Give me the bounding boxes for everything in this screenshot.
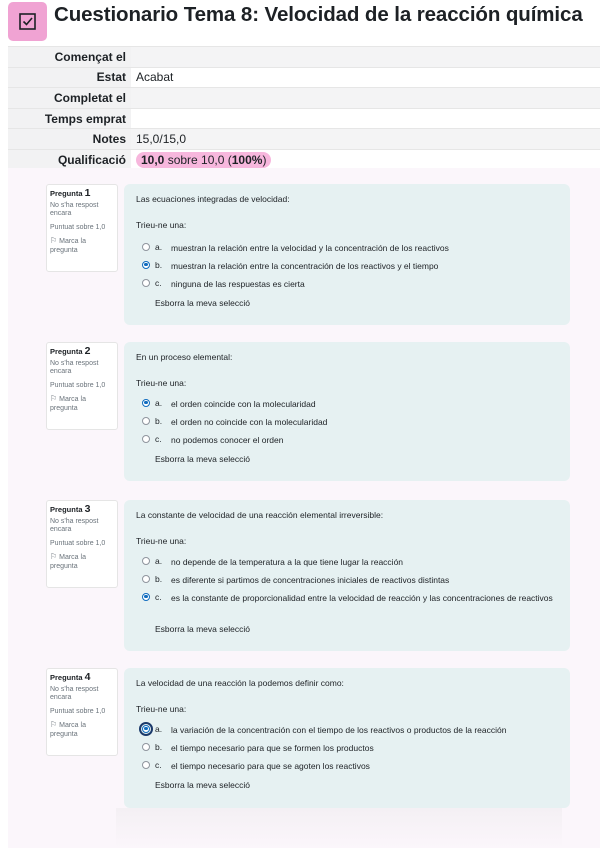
answer-text[interactable]: el orden no coincide con la molecularidad <box>171 417 328 427</box>
radio-button[interactable] <box>142 761 150 769</box>
question-content <box>124 500 570 651</box>
question-number <box>50 189 114 199</box>
answer-option[interactable] <box>142 242 555 256</box>
answer-letter: a. <box>155 398 163 408</box>
answer-text[interactable]: es la constante de proporcionalidad entre la velocidad de reacción y las concentraciones de reactivos <box>171 593 553 603</box>
flag-icon: ⚐ <box>50 720 58 729</box>
summary-value <box>131 108 600 129</box>
question-prefix: Pregunta <box>50 673 83 682</box>
answer-letter: b. <box>155 260 163 270</box>
answer-option[interactable] <box>142 742 555 756</box>
summary-label: Temps emprat <box>8 108 131 129</box>
flag-icon: ⚐ <box>50 236 58 245</box>
answer-text[interactable]: no depende de la temperatura a la que tiene lugar la reacción <box>171 557 404 567</box>
summary-label: Notes <box>8 129 131 150</box>
clear-selection-link[interactable]: Esborra la meva selecció <box>155 780 250 790</box>
summary-label: Començat el <box>8 47 131 68</box>
flag-label: Marca la pregunta <box>50 554 86 570</box>
question-text: La velocidad de una reacción la podemos definir como: <box>136 678 344 688</box>
question-text: En un proceso elemental: <box>136 352 233 362</box>
question-state: No s'ha respost encara <box>50 685 99 701</box>
choose-one-prompt: Trieu-ne una: <box>136 704 187 714</box>
answer-option[interactable] <box>142 592 555 606</box>
flag-question-link[interactable] <box>50 395 114 413</box>
summary-value: 15,0/15,0 <box>131 129 600 150</box>
summary-value: Acabat <box>131 67 600 88</box>
question-mark: Puntuat sobre 1,0 <box>50 381 106 389</box>
radio-button[interactable] <box>142 725 150 733</box>
radio-button[interactable] <box>142 261 150 269</box>
answer-letter: a. <box>155 556 163 566</box>
summary-value <box>131 88 600 109</box>
question-number-value: 3 <box>84 503 91 515</box>
choose-one-prompt: Trieu-ne una: <box>136 378 187 388</box>
choose-one-prompt: Trieu-ne una: <box>136 536 187 546</box>
answer-letter: b. <box>155 742 163 752</box>
clear-selection-link[interactable]: Esborra la meva selecció <box>155 298 250 308</box>
grade-rest: sobre 10,0 ( <box>164 152 232 167</box>
radio-button[interactable] <box>142 557 150 565</box>
question-mark: Puntuat sobre 1,0 <box>50 707 106 715</box>
question-state: No s'ha respost encara <box>50 201 99 217</box>
question-number <box>50 347 114 357</box>
grade-highlight <box>136 152 271 168</box>
answer-letter: c. <box>155 434 162 444</box>
content-fade <box>116 808 562 848</box>
answer-option[interactable] <box>142 434 555 448</box>
flag-label: Marca la pregunta <box>50 722 86 738</box>
grade-percent: 100% <box>231 152 263 167</box>
flag-icon: ⚐ <box>50 394 58 403</box>
question-number-value: 4 <box>84 671 91 683</box>
radio-button[interactable] <box>142 243 150 251</box>
question-number <box>50 673 114 683</box>
grade-value: 10,0 <box>141 152 165 167</box>
question-prefix: Pregunta <box>50 505 83 514</box>
summary-row-started <box>8 47 600 68</box>
summary-row-time-taken <box>8 108 600 129</box>
question-text: Las ecuaciones integradas de velocidad: <box>136 194 290 204</box>
answer-option[interactable] <box>142 556 555 570</box>
attempt-summary-table <box>8 46 600 170</box>
question-prefix: Pregunta <box>50 347 83 356</box>
answer-text[interactable]: el tiempo necesario para que se agoten los reactivos <box>171 761 370 771</box>
answer-letter: b. <box>155 416 163 426</box>
summary-label: Estat <box>8 67 131 88</box>
question-info-panel <box>46 342 118 430</box>
question-state: No s'ha respost encara <box>50 359 99 375</box>
question-content <box>124 184 570 325</box>
question-text: La constante de velocidad de una reacción elemental irreversible: <box>136 510 384 520</box>
flag-question-link[interactable] <box>50 553 114 571</box>
question-content <box>124 668 570 808</box>
summary-value <box>131 47 600 68</box>
clear-selection-link[interactable]: Esborra la meva selecció <box>155 624 250 634</box>
radio-button[interactable] <box>142 399 150 407</box>
question-number-value: 1 <box>84 187 91 199</box>
answer-option[interactable] <box>142 416 555 430</box>
summary-row-state <box>8 67 600 88</box>
flag-icon: ⚐ <box>50 552 58 561</box>
radio-button[interactable] <box>142 593 150 601</box>
question-info-panel <box>46 500 118 588</box>
radio-button[interactable] <box>142 279 150 287</box>
question-mark: Puntuat sobre 1,0 <box>50 539 106 547</box>
question-prefix: Pregunta <box>50 189 83 198</box>
flag-label: Marca la pregunta <box>50 396 86 412</box>
summary-label: Qualificació <box>8 149 131 169</box>
quiz-checkbox-icon <box>8 2 47 41</box>
answer-letter: c. <box>155 278 162 288</box>
flag-question-link[interactable] <box>50 237 114 255</box>
question-info-panel <box>46 184 118 272</box>
question-info-panel <box>46 668 118 756</box>
page-header <box>0 0 600 40</box>
answer-letter: c. <box>155 760 162 770</box>
grade-end: ) <box>262 152 267 167</box>
answer-option[interactable] <box>142 398 555 412</box>
summary-row-grade <box>8 149 600 169</box>
answer-option[interactable] <box>142 760 555 774</box>
answer-text[interactable]: muestran la relación entre la concentración de los reactivos y el tiempo <box>171 261 439 271</box>
answer-letter: a. <box>155 242 163 252</box>
answer-option[interactable] <box>142 260 555 274</box>
radio-button[interactable] <box>142 575 150 583</box>
radio-button[interactable] <box>142 743 150 751</box>
answer-letter: b. <box>155 574 163 584</box>
answer-option[interactable] <box>142 574 555 588</box>
question-number <box>50 505 114 515</box>
choose-one-prompt: Trieu-ne una: <box>136 220 187 230</box>
radio-button[interactable] <box>142 435 150 443</box>
summary-row-marks <box>8 129 600 150</box>
question-number-value: 2 <box>84 345 91 357</box>
answer-letter: a. <box>155 724 163 734</box>
question-state: No s'ha respost encara <box>50 517 99 533</box>
question-mark: Puntuat sobre 1,0 <box>50 223 106 231</box>
summary-label: Completat el <box>8 88 131 109</box>
answer-option[interactable] <box>142 278 555 292</box>
answer-option[interactable] <box>142 724 555 738</box>
question-content <box>124 342 570 481</box>
answer-text[interactable]: ninguna de las respuestas es cierta <box>171 279 305 289</box>
clear-selection-link[interactable]: Esborra la meva selecció <box>155 454 250 464</box>
radio-button[interactable] <box>142 417 150 425</box>
summary-row-completed <box>8 88 600 109</box>
answer-text[interactable]: no podemos conocer el orden <box>171 435 284 445</box>
flag-question-link[interactable] <box>50 721 114 739</box>
flag-label: Marca la pregunta <box>50 238 86 254</box>
answer-letter: c. <box>155 592 162 602</box>
page-title: Cuestionario Tema 8: Velocidad de la reacción química <box>54 3 583 26</box>
answer-text[interactable]: la variación de la concentración con el tiempo de los reactivos o productos de la reacción <box>171 725 507 735</box>
answer-text[interactable]: el tiempo necesario para que se formen los productos <box>171 743 374 753</box>
answer-text[interactable]: el orden coincide con la molecularidad <box>171 399 316 409</box>
answer-text[interactable]: es diferente si partimos de concentraciones iniciales de reactivos distintas <box>171 575 450 585</box>
summary-value <box>131 149 600 169</box>
answer-text[interactable]: muestran la relación entre la velocidad y la concentración de los reactivos <box>171 243 449 253</box>
